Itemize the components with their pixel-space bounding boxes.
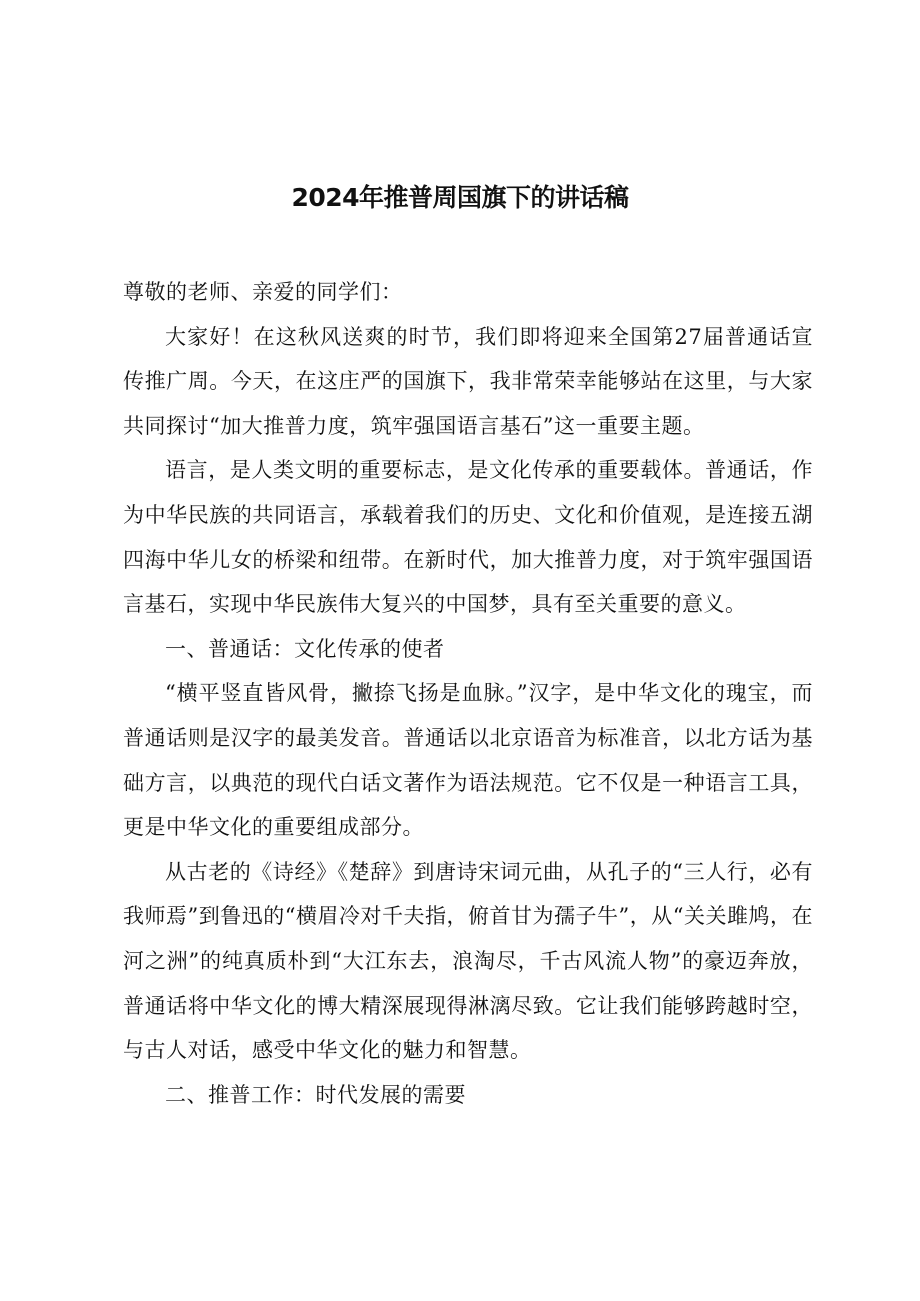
paragraph-section1-classics: 从古老的《诗经》《楚辞》到唐诗宋词元曲，从孔子的“三人行，必有我师焉”到鲁迅的“横眉冷对千夫指，俯首甘为孺子牛”，从“关关雎鸠，在河之洲”的纯真质朴到“大江东去，浪淘尽，千古风流人物”的豪迈奔放，普通话将中华文化的博大精深展现得淋漓尽致。它让我们能够跨越时空，与古人对话，感受中华文化的魅力和智慧。	[123, 859, 813, 1063]
paragraph-language-significance: 语言，是人类文明的重要标志，是文化传承的重要载体。普通话，作为中华民族的共同语言，承载着我们的历史、文化和价值观，是连接五湖四海中华儿女的桥梁和纽带。在新时代，加大推普力度，对于筑牢强国语言基石，实现中华民族伟大复兴的中国梦，具有至关重要的意义。	[123, 458, 813, 617]
document-body	[123, 270, 813, 1117]
paragraph-section1-chinese-characters: “横平竖直皆风骨，撇捺飞扬是血脉。”汉字，是中华文化的瑰宝，而普通话则是汉字的最美发音。普通话以北京语音为标准音，以北方话为基础方言，以典范的现代白话文著作为语法规范。它不仅是一种语言工具，更是中华文化的重要组成部分。	[123, 681, 813, 840]
section-heading-2: 二、推普工作：时代发展的需要	[165, 1082, 466, 1107]
paragraph-greeting: 大家好！在这秋风送爽的时节，我们即将迎来全国第27届普通话宣传推广周。今天，在这庄严的国旗下，我非常荣幸能够站在这里，与大家共同探讨“加大推普力度，筑牢强国语言基石”这一重要主题。	[123, 324, 813, 438]
salutation: 尊敬的老师、亲爱的同学们：	[123, 280, 403, 304]
document-title: 2024年推普周国旗下的讲话稿	[291, 183, 629, 212]
section-heading-1: 一、普通话：文化传承的使者	[165, 636, 445, 661]
